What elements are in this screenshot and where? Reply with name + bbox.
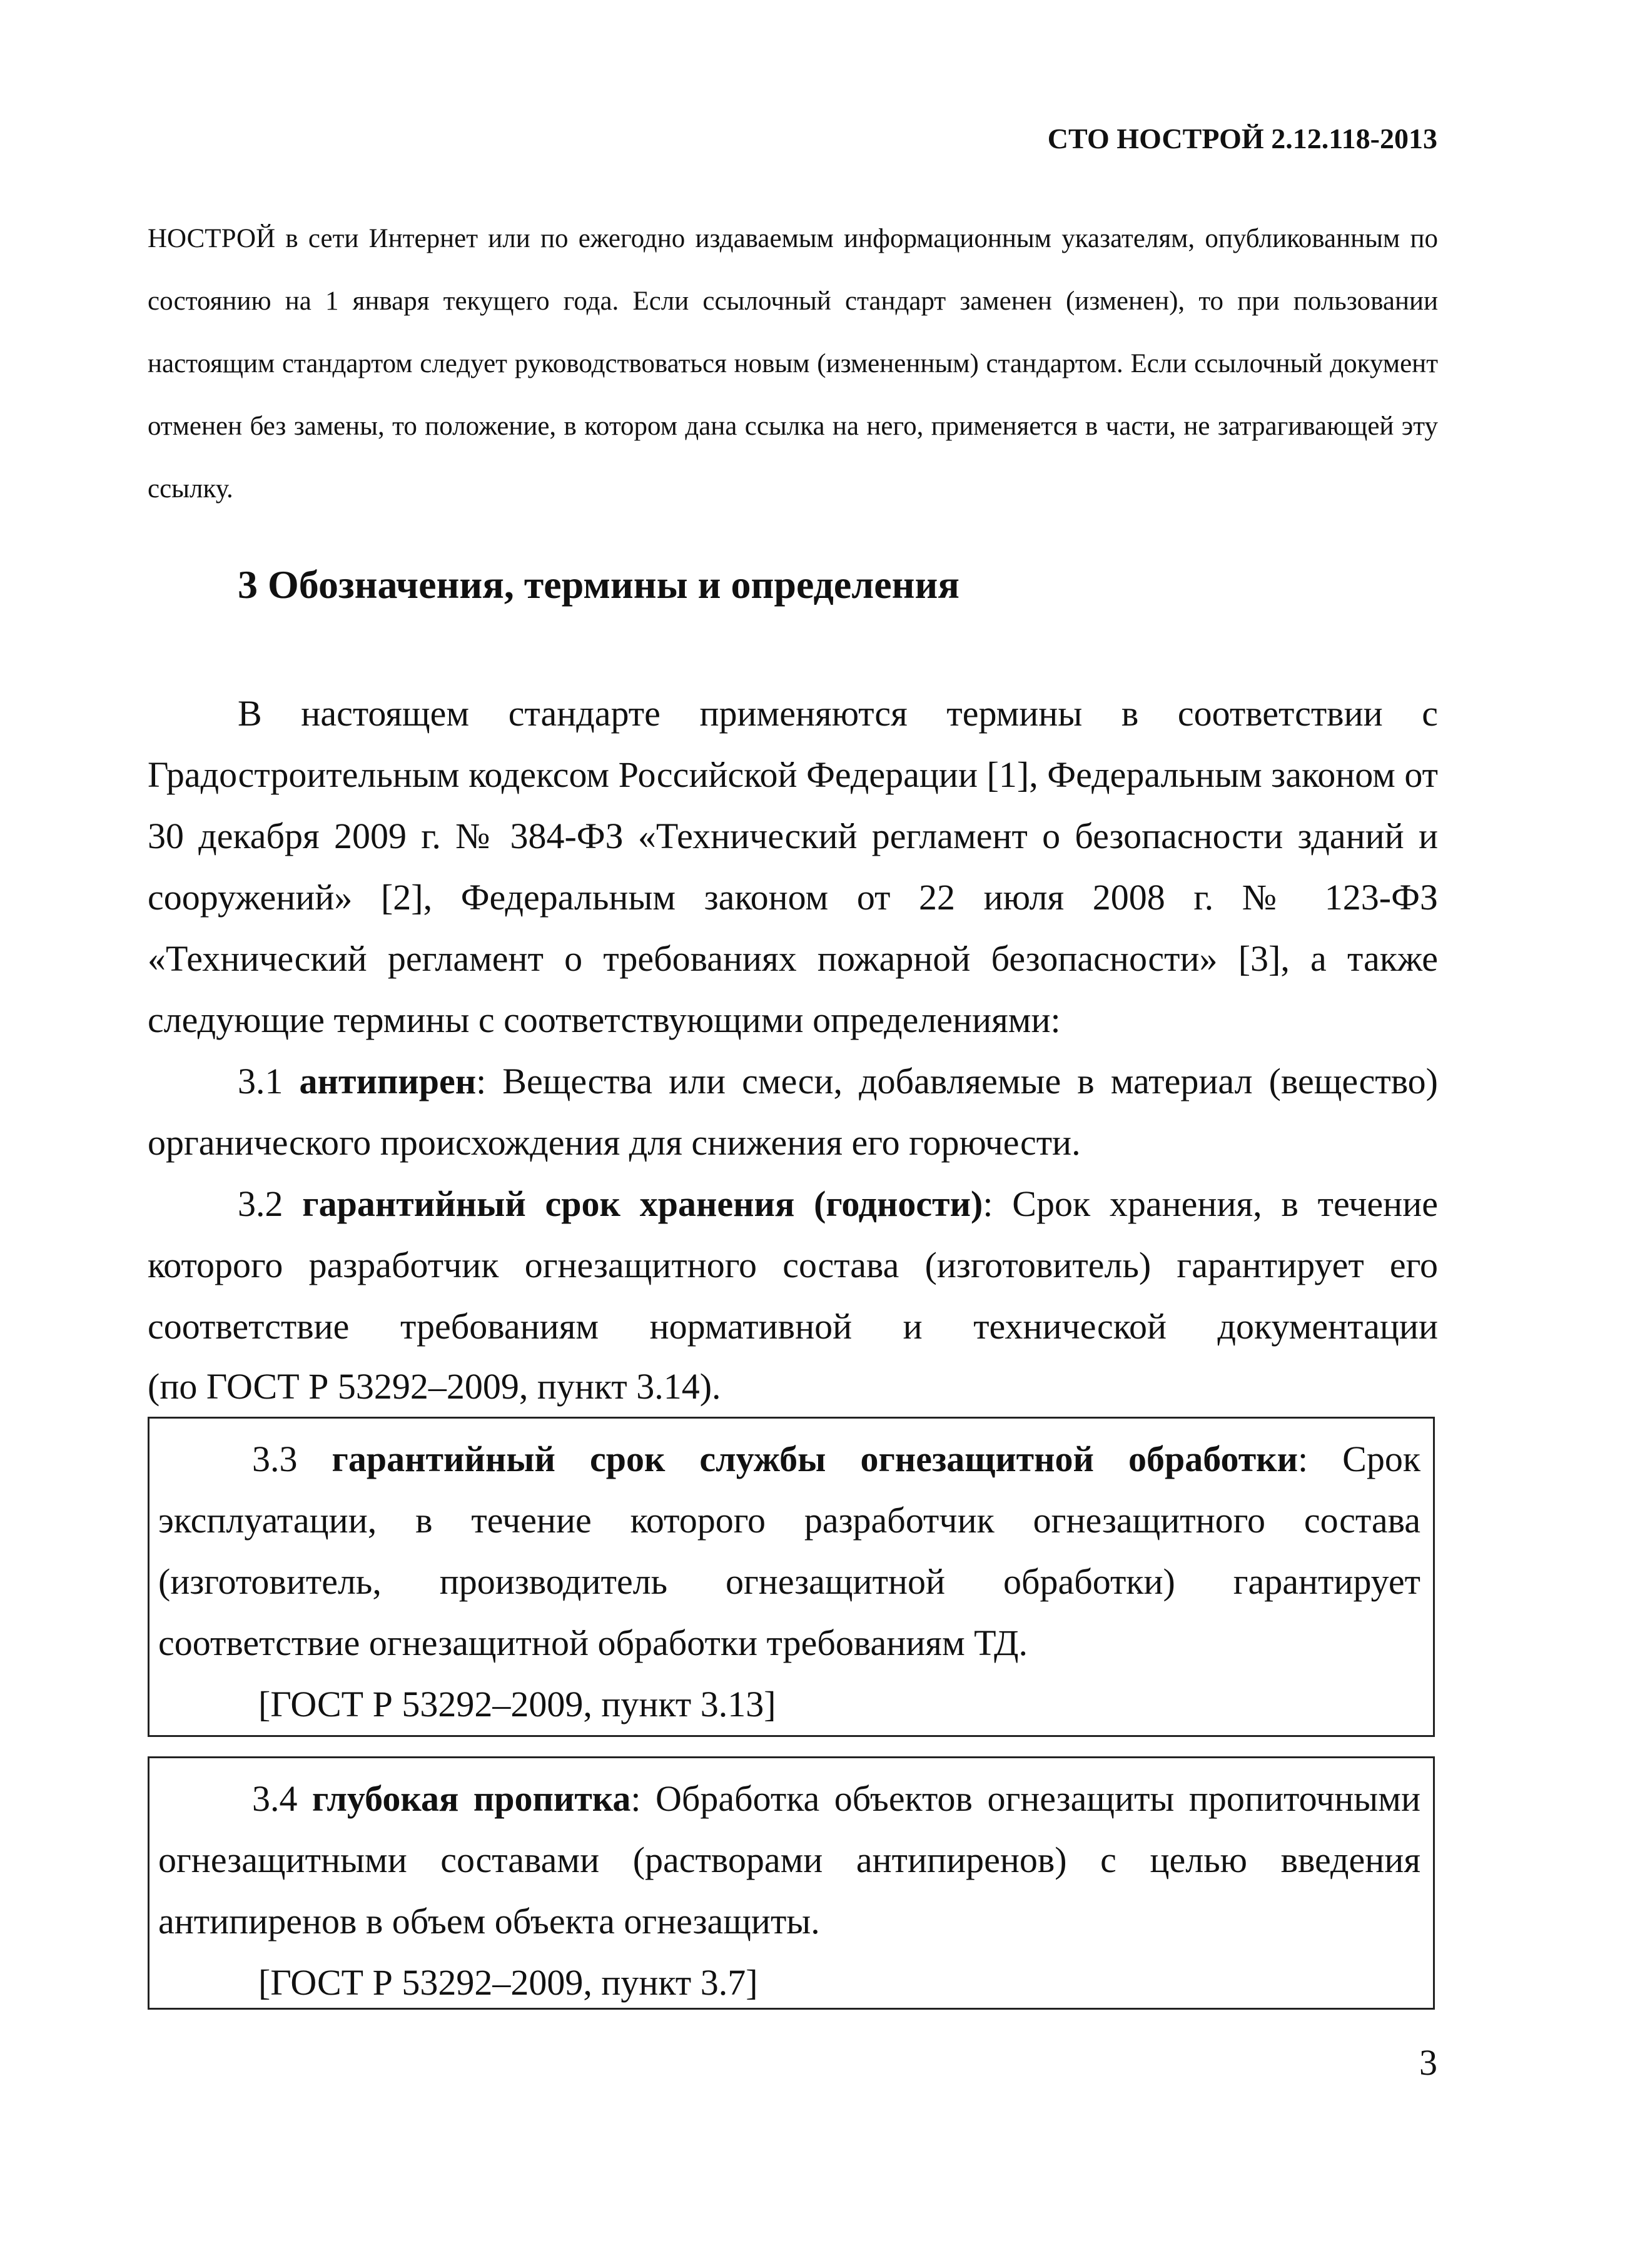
document-code-header: СТО НОСТРОЙ 2.12.118-2013: [1047, 123, 1437, 154]
term-3-2-reference: (по ГОСТ Р 53292–2009, пункт 3.14).: [148, 1366, 721, 1407]
term-source-reference: [ГОСТ Р 53292–2009, пункт 3.13]: [258, 1684, 776, 1724]
term-3-4: [158, 1758, 1420, 1952]
term-name: гарантийный срок службы огнезащитной обработки: [332, 1439, 1298, 1479]
term-definition: : Срок эксплуатации, в течение которого разработчик огнезащитного состава (изготовитель, производитель огнезащитной обработки) гарантирует соответствие огнезащитной обработки требованиям ТД.: [158, 1439, 1421, 1663]
intro-paragraph: НОСТРОЙ в сети Интернет или по ежегодно издаваемым информационным указателям, опубликованным по состоянию на 1 января текущего года. Если ссылочный стандарт заменен (изменен), то при пользовании настоящим стандартом следует руководствоваться новым (измененным) стандартом. Если ссылочный документ отменен без замены, то положение, в котором дана ссылка на него, применяется в части, не затрагивающей эту ссылку.: [148, 224, 1438, 504]
term-3-4-box: [148, 1756, 1435, 2010]
term-3-2: [148, 1173, 1438, 1357]
page-number: 3: [1419, 2042, 1437, 2083]
section-title: 3 Обозначения, термины и определения: [238, 562, 959, 607]
term-definition: : Срок хранения, в течение которого разработчик огнезащитного состава (изготовитель) гарантирует его соответствие требованиям нормативной и технической документации: [148, 1183, 1438, 1347]
section-intro-paragraph: В настоящем стандарте применяются термины в соответствии с Градостроительным кодексом Российской Федерации [1], Федеральным законом от 30 декабря 2009 г. № 384-ФЗ «Технический регламент о безопасности зданий и сооружений» [2], Федеральным законом от 22 июля 2008 г. № 123-ФЗ «Технический регламент о требованиях пожарной безопасности» [3], а также следующие термины с соответствующими определениями:: [148, 693, 1438, 1040]
term-number: 3.1: [238, 1061, 283, 1101]
term-number: 3.4: [252, 1778, 298, 1819]
term-number: 3.3: [252, 1439, 298, 1479]
term-definition: : Обработка объектов огнезащиты пропиточными огнезащитными составами (растворами антипиренов) с целью введения антипиренов в объем объекта огнезащиты.: [158, 1778, 1421, 1941]
term-name: антипирен: [299, 1061, 477, 1101]
term-3-3: [158, 1419, 1420, 1674]
term-source-reference: [ГОСТ Р 53292–2009, пункт 3.7]: [258, 1962, 758, 2003]
term-3-1: [148, 1051, 1438, 1173]
term-number: 3.2: [238, 1183, 283, 1224]
term-definition: : Вещества или смеси, добавляемые в материал (вещество) органического происхождения для снижения его горючести.: [148, 1061, 1438, 1163]
term-3-3-box: [148, 1417, 1435, 1737]
term-name: глубокая пропитка: [312, 1778, 631, 1819]
term-name: гарантийный срок хранения (годности): [302, 1183, 983, 1224]
